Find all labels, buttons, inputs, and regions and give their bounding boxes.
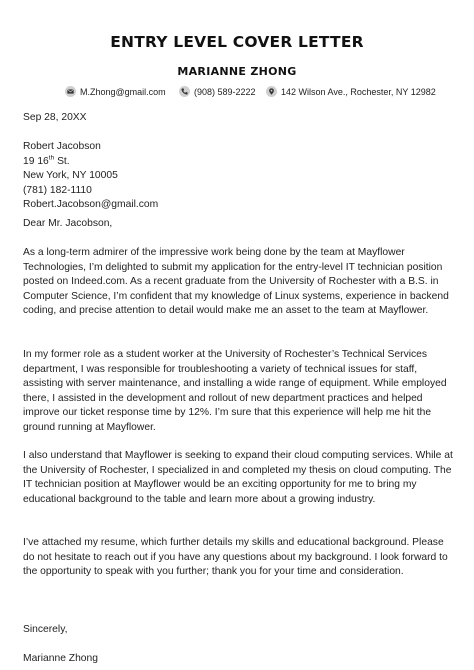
recipient-street: 19 16th St. (23, 154, 70, 167)
recipient-city: New York, NY 10005 (23, 170, 118, 182)
paragraph-4: I’ve attached my resume, which further details my skills and educational background. Please do not hesitate to reach out if you have any questions about my background. I look forward to the opportunity to speak with you further; thank you for your time and consideration. (23, 537, 448, 578)
envelope-icon (65, 86, 76, 97)
sender-name: MARIANNE ZHONG (177, 65, 297, 78)
paragraph-2: In my former role as a student worker at the University of Rochester’s Technical Services department, I was responsible for troubleshooting a variety of technical issues for staff, assisting with server maintenance, and installing a wide range of equipment. While employed there, I assisted in the development and rollout of new department practices and helped improve our ticket response time by 12%. I’m sure that this experience will help me hit the ground running at Mayflower. (23, 349, 447, 433)
signature: Marianne Zhong (23, 653, 98, 664)
contact-bar (0, 86, 474, 100)
closing: Sincerely, (23, 624, 68, 635)
contact-phone (179, 86, 256, 97)
letter-date: Sep 28, 20XX (23, 112, 87, 123)
sender-address: 142 Wilson Ave., Rochester, NY 12982 (281, 86, 436, 97)
salutation: Dear Mr. Jacobson, (23, 218, 113, 229)
sender-phone: (908) 589-2222 (194, 86, 256, 97)
recipient-phone: (781) 182-1110 (23, 184, 92, 196)
recipient-name: Robert Jacobson (23, 141, 101, 152)
recipient-block (23, 140, 455, 213)
document-title: ENTRY LEVEL COVER LETTER (110, 33, 364, 51)
paragraph-1: As a long-term admirer of the impressive work being done by the team at Mayflower Technologies, I’m delighted to submit my application for the entry-level IT technician position posted on Indeed.com. As a recent graduate from the University of Rochester with a B.S. in Computer Science, I’m confident that my knowledge of Linux systems, experience in backend coding, and precise attention to detail would make me an asset to the team at Mayflower. (23, 247, 449, 317)
recipient-email: Robert.Jacobson@gmail.com (23, 199, 159, 211)
sender-email: M.Zhong@gmail.com (80, 86, 166, 97)
location-pin-icon (266, 86, 277, 97)
contact-email (65, 86, 166, 97)
paragraph-3: I also understand that Mayflower is seeking to expand their cloud computing services. While at the University of Rochester, I specialized in and completed my thesis on cloud computing. The IT technician position at Mayflower would be an exciting opportunity for me to bring my educational background to the table and learn more about a growing industry. (23, 450, 453, 505)
contact-address (266, 86, 436, 97)
phone-icon (179, 86, 190, 97)
